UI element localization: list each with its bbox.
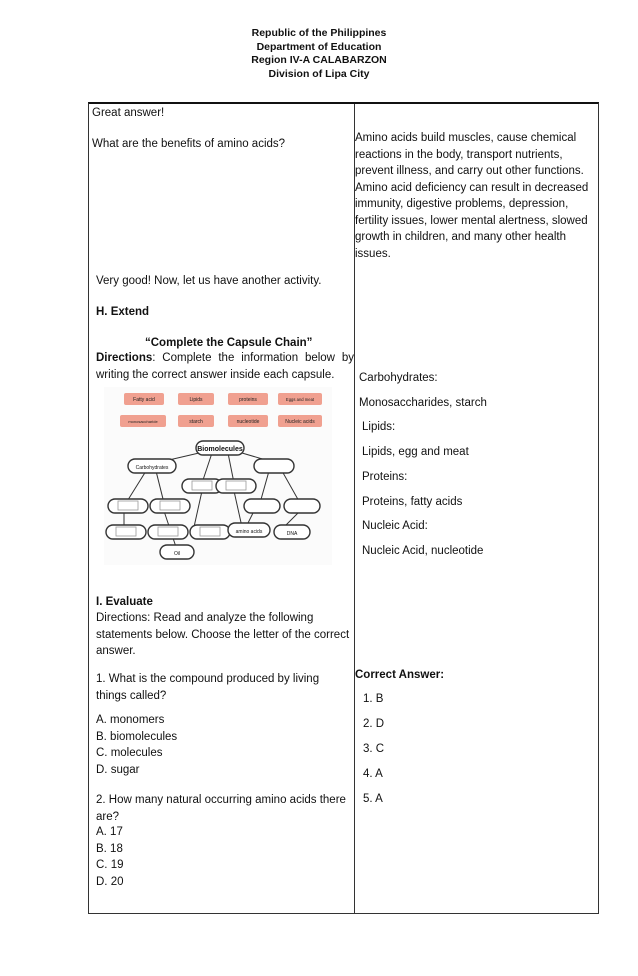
word-eggs-meat-label: Eggs and meat [285,397,315,402]
proteins-answer: Proteins, fatty acids [362,496,463,508]
proteins-label: Proteins: [362,471,408,483]
nucleic-label: Nucleic Acid: [362,520,428,532]
document-header [0,27,638,81]
word-fatty-acid-label: Fatty acid [133,397,155,403]
diagram-carbohydrates-label: Carbohydrates [135,465,169,471]
directions [96,350,354,383]
word-lipids-label: Lipids [189,397,203,403]
word-starch-label: starch [189,419,203,425]
lipids-label: Lipids: [362,421,396,433]
q2-option-c: C. 19 [96,859,124,871]
word-nucleotide-label: nucleotide [236,419,260,425]
nucleic-answer: Nucleic Acid, nucleotide [362,545,484,557]
header-line-3: Region IV-A CALABARZON [251,54,387,67]
amino-answer: Amino acids build muscles, cause chemical reactions in the body, transport nutrients, prevent illness, and carry out other functions. Amino acid deficiency can result in decreased immunity, digestive problems, depression, fertility issues, lower mental alertness, slowed growth in children, and many other health issues. [355,132,589,260]
q1-option-b: B. biomolecules [96,730,178,743]
q2-option-d: D. 20 [96,875,124,888]
q1-option-a: A. monomers [96,714,165,726]
question-1: 1. What is the compound produced by living things called? [96,673,320,702]
great-answer: Great answer! [92,107,165,119]
question-2-options [96,824,350,890]
directions-text: : Complete the information below by writing the correct answer inside each capsule. [96,352,354,381]
capsule-empty-low-3 [244,499,280,513]
lipids-answer: Lipids, egg and meat [362,446,469,458]
capsule-chain-diagram [104,387,332,565]
correct-answer-heading: Correct Answer: [355,669,445,681]
lesson-table [88,102,599,914]
activity-title: “Complete the Capsule Chain” [145,337,313,349]
very-good-text: Very good! Now, let us have another activity. [96,275,322,287]
q2-option-b: B. 18 [96,842,123,855]
carbs-label: Carbohydrates: [359,372,438,384]
evaluate-heading: I. Evaluate [96,596,153,608]
header-line-4: Division of Lipa City [268,67,370,80]
answer-3: 3. C [363,743,385,755]
header-line-1: Republic of the Philippines [251,27,387,39]
answer-5: 5. A [363,793,383,805]
q1-option-d: D. sugar [96,763,140,776]
word-nucleic-acids-label: Nucleic acids [285,419,315,425]
diagram-dna-label: DNA [286,531,298,537]
capsule-empty-right [254,459,294,473]
q2-option-a: A. 17 [96,826,123,838]
answer-1: 1. B [363,693,384,705]
diagram-oil-label: Oil [173,551,181,557]
question-1-options [96,712,350,778]
evaluate-directions: Directions: Read and analyze the following statements below. Choose the letter of the correct answer. [96,612,350,657]
carbs-answer: Monosaccharides, starch [359,397,487,409]
q1-option-c: C. molecules [96,747,163,759]
diagram-amino-label: amino acids [235,529,263,535]
answer-2: 2. D [363,718,385,730]
word-monosaccharide-label: monosaccharide [128,419,158,424]
question-2: 2. How many natural occurring amino acids there are? [96,794,346,823]
extend-heading: H. Extend [96,306,150,318]
directions-label: Directions [96,352,153,364]
amino-question: What are the benefits of amino acids? [92,138,286,150]
word-proteins-label: proteins [239,397,257,403]
capsule-empty-low-4 [284,499,320,513]
header-line-2: Department of Education [256,40,382,53]
answer-4: 4. A [363,768,383,780]
diagram-center-label: Biomolecules [197,446,243,453]
